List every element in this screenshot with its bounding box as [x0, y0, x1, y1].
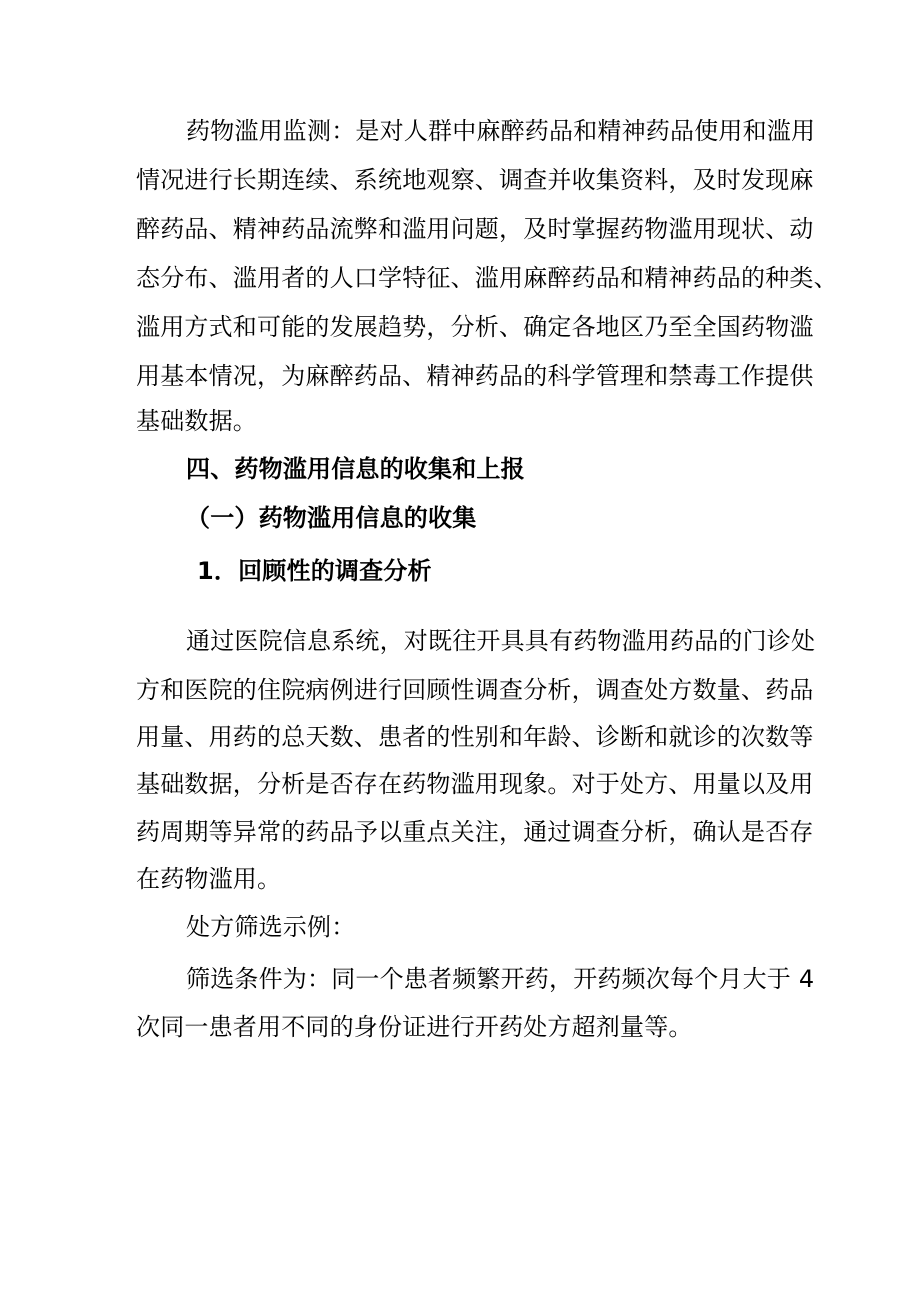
- paragraph-2-line-3: 用量、用药的总天数、患者的性别和年龄、诊断和就诊的次数等: [136, 723, 814, 751]
- paragraph-1-line-7: 基础数据。: [136, 407, 257, 435]
- paragraph-1-line-3: 醉药品、精神药品流弊和滥用问题，及时掌握药物滥用现状、动: [136, 215, 814, 243]
- subsection-heading: （一）药物滥用信息的收集: [186, 504, 477, 532]
- paragraph-1-line-5: 滥用方式和可能的发展趋势，分析、确定各地区乃至全国药物滥: [136, 313, 814, 341]
- paragraph-2-line-4: 基础数据，分析是否存在药物滥用现象。对于处方、用量以及用: [136, 770, 814, 798]
- section-heading: 四、药物滥用信息的收集和上报: [186, 455, 525, 483]
- item-heading: 1．回顾性的调查分析: [197, 557, 432, 585]
- paragraph-2-line-2: 方和医院的住院病例进行回顾性调查分析，调查处方数量、药品: [136, 676, 814, 704]
- paragraph-1-line-6: 用基本情况，为麻醉药品、精神药品的科学管理和禁毒工作提供: [136, 362, 814, 390]
- paragraph-2-line-5: 药周期等异常的药品予以重点关注，通过调查分析，确认是否存: [136, 818, 814, 846]
- paragraph-4-line-1: 筛选条件为：同一个患者频繁开药，开药频次每个月大于 4: [186, 965, 815, 993]
- example-label: 处方筛选示例：: [186, 913, 356, 941]
- paragraph-1-line-1: 药物滥用监测：是对人群中麻醉药品和精神药品使用和滥用: [186, 117, 816, 145]
- paragraph-2-line-1: 通过医院信息系统，对既往开具具有药物滥用药品的门诊处: [186, 627, 816, 655]
- paragraph-4-line-2: 次同一患者用不同的身份证进行开药处方超剂量等。: [136, 1013, 693, 1041]
- paragraph-2-line-6: 在药物滥用。: [136, 865, 282, 893]
- paragraph-1-line-4: 态分布、滥用者的人口学特征、滥用麻醉药品和精神药品的种类、: [136, 264, 838, 292]
- paragraph-1-line-2: 情况进行长期连续、系统地观察、调查并收集资料，及时发现麻: [136, 166, 814, 194]
